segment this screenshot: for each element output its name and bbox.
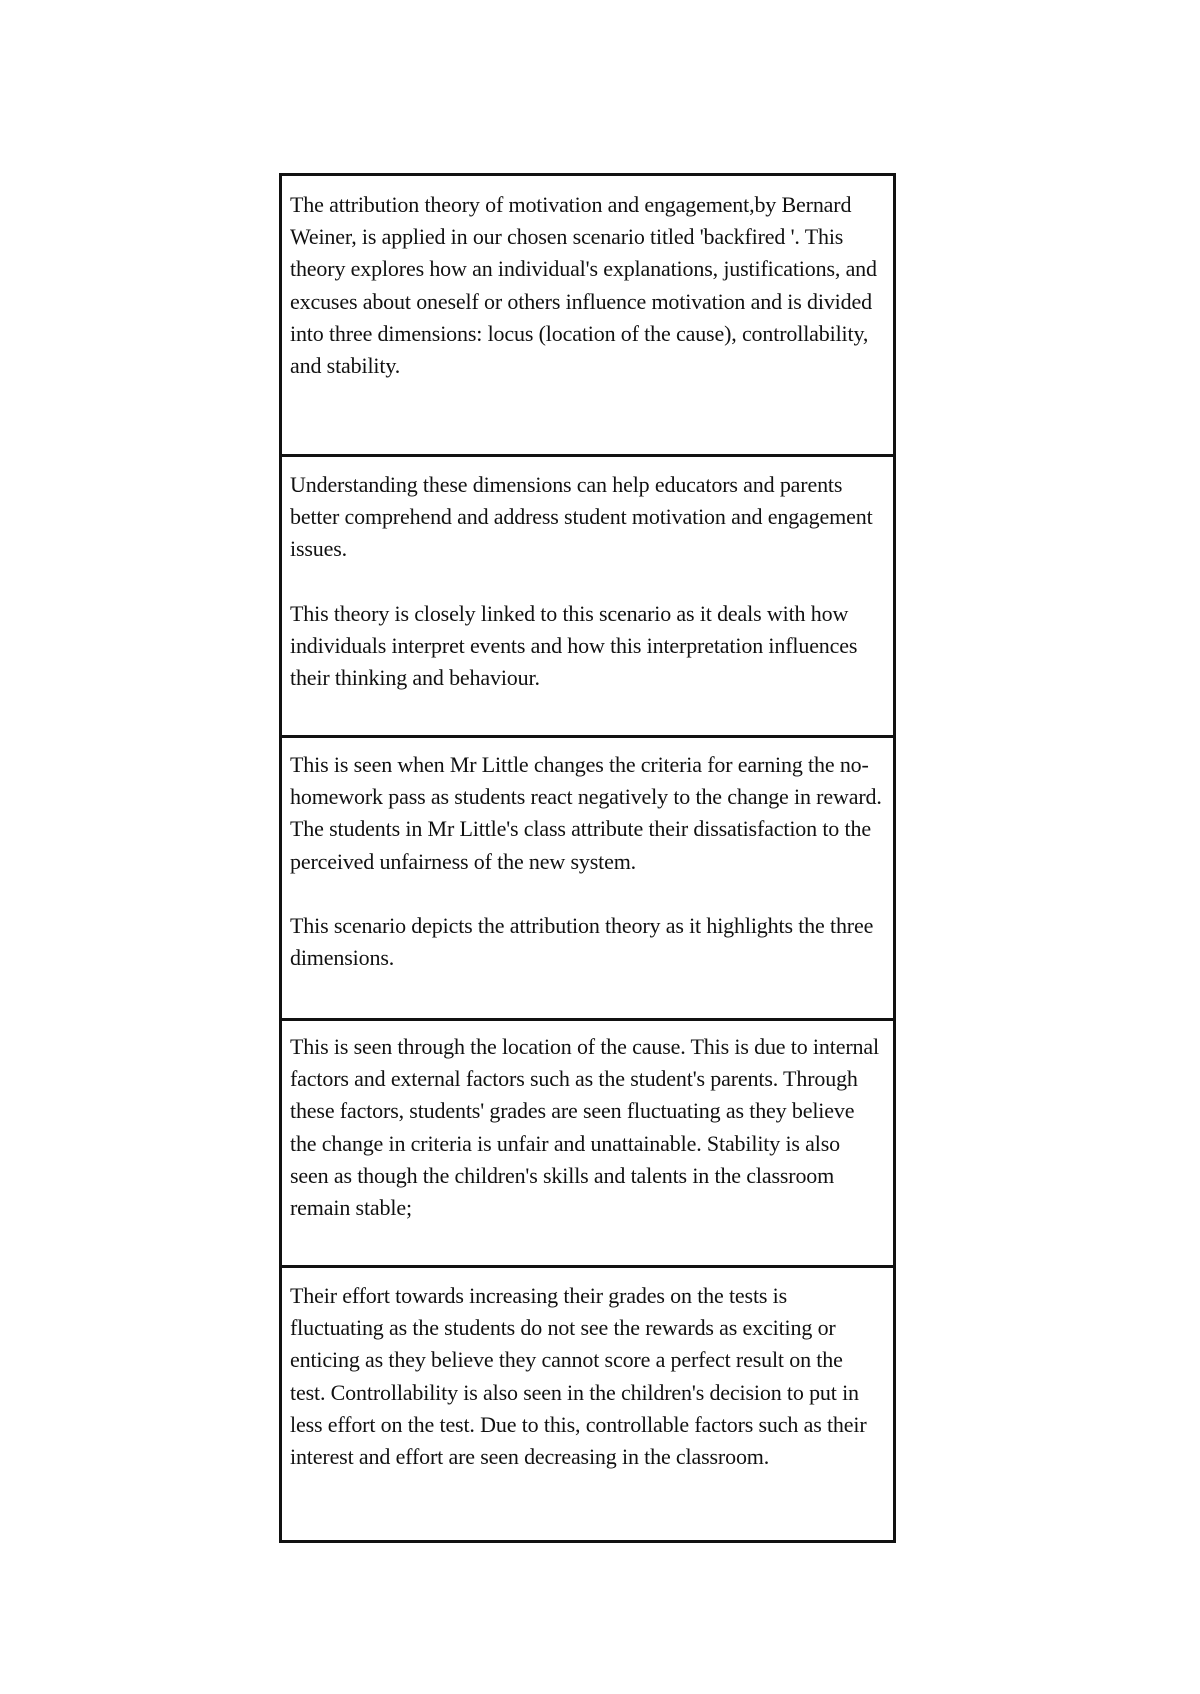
table-cell-4: [282, 1021, 893, 1268]
cell-3-paragraph-2: This scenario depicts the attribution theory as it highlights the three dimensions.: [290, 912, 874, 971]
table-cell-1: [282, 176, 893, 457]
cell-4-paragraph-1: This is seen through the location of the cause. This is due to internal factors and external factors such as the student's parents. Through these factors, students' grades are seen fluctuating as they believe the change in criteria is unfair and unattainable. Stability is also seen as though the children's skills and talents in the classroom remain stable;: [290, 1034, 879, 1221]
table-cell-5: [282, 1268, 893, 1543]
cell-2-paragraph-2: This theory is closely linked to this scenario as it deals with how individuals interpret events and how this interpretation influences their thinking and behaviour.: [290, 600, 858, 691]
text-table: [279, 173, 896, 1543]
table-cell-3: [282, 738, 893, 1021]
table-cell-2: [282, 457, 893, 738]
cell-2-paragraph-1: Understanding these dimensions can help educators and parents better comprehend and address student motivation and engagement issues.: [290, 472, 873, 562]
cell-5-paragraph-1: Their effort towards increasing their grades on the tests is fluctuating as the students do not see the rewards as exciting or enticing as they believe they cannot score a perfect result on the test. Controllability is also seen in the children's decision to put in less effort on the test. Due to this, controllable factors such as their interest and effort are seen decreasing in the classroom.: [290, 1283, 867, 1470]
cell-1-paragraph-1: The attribution theory of motivation and engagement,by Bernard Weiner, is applied in our chosen scenario titled 'backfired '. This theory explores how an individual's explanations, justifications, and excuses about oneself or others influence motivation and is divided into three dimensions: locus (location of the cause), controllability, and stability.: [290, 192, 877, 379]
cell-3-paragraph-1: This is seen when Mr Little changes the criteria for earning the no-homework pass as students react negatively to the change in reward. The students in Mr Little's class attribute their dissatisfaction to the perceived unfairness of the new system.: [290, 752, 882, 874]
